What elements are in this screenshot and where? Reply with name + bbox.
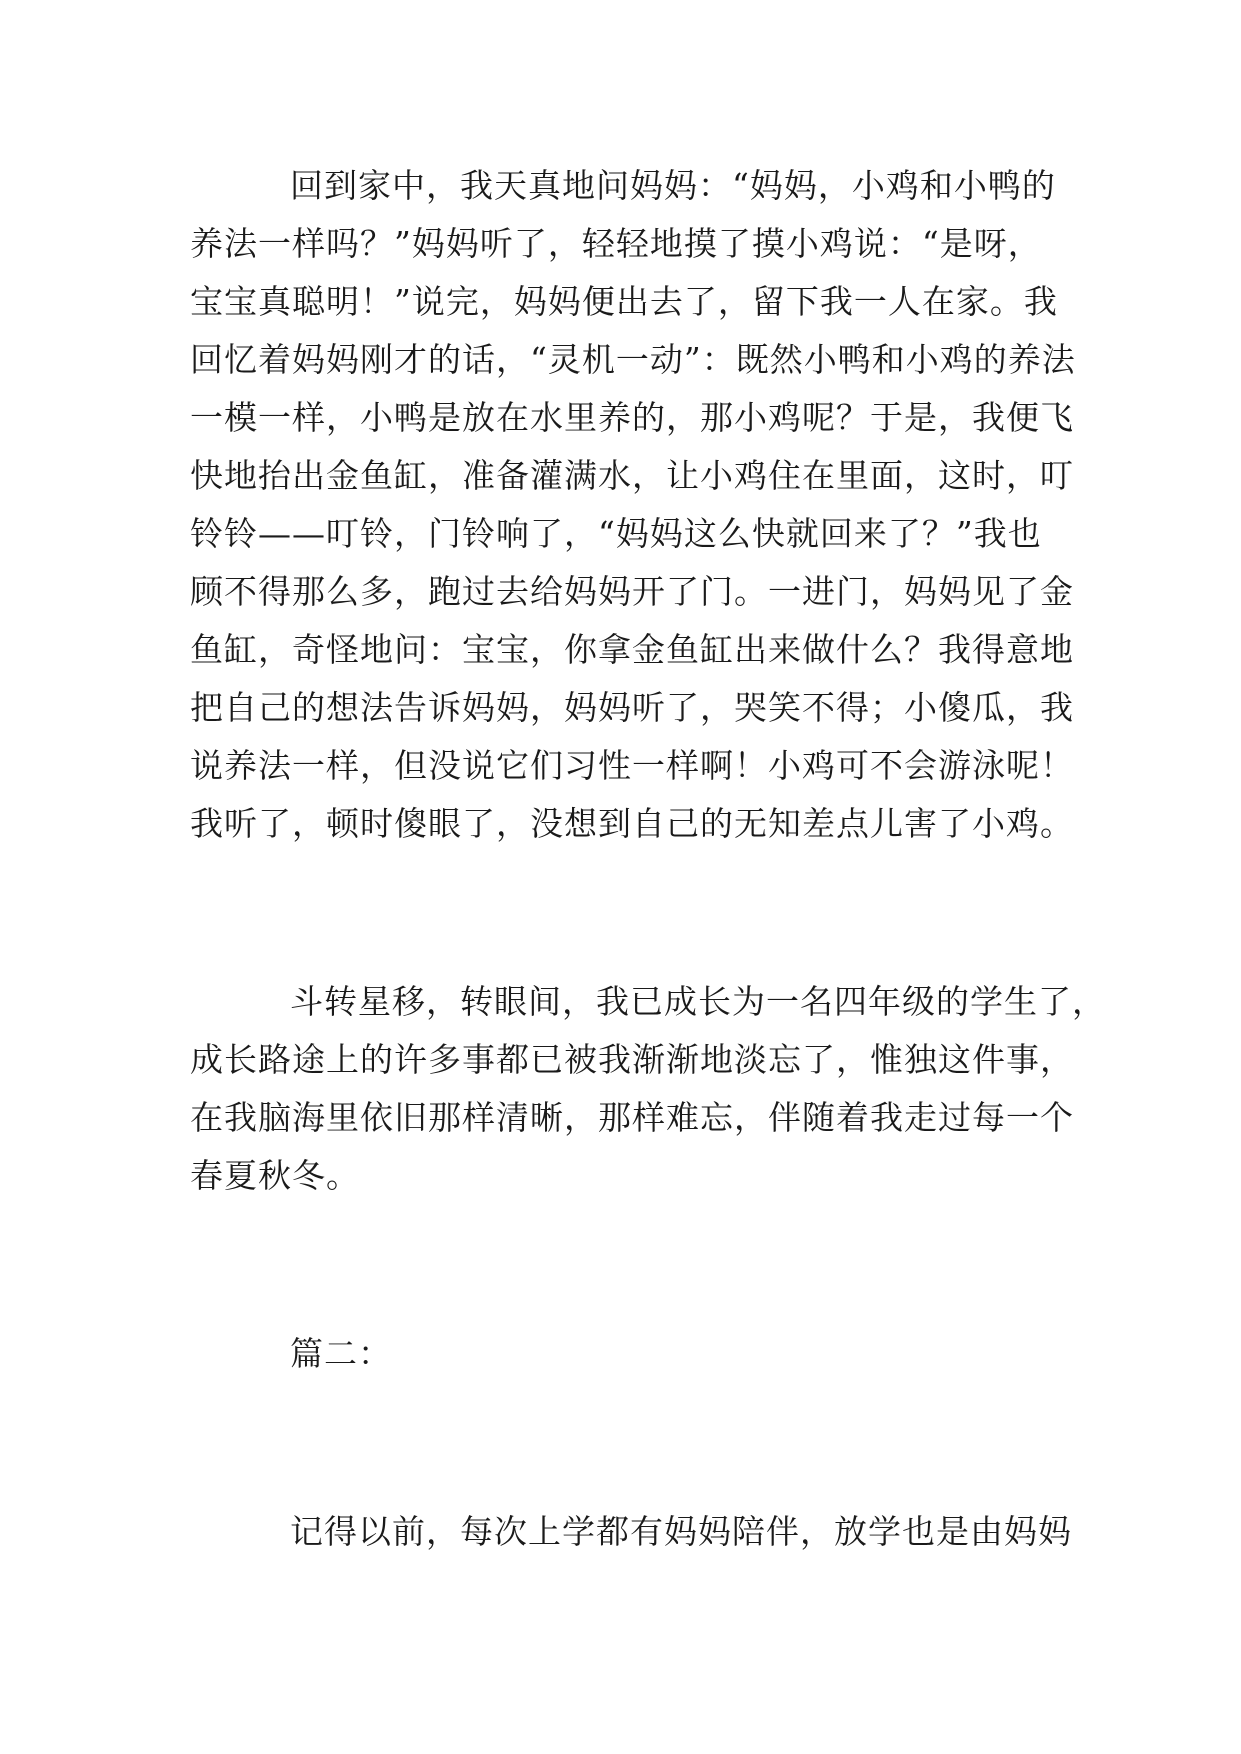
paragraph-line: 顾不得那么多，跑过去给妈妈开了门。一进门，妈妈见了金 — [190, 572, 1074, 611]
paragraph-line: 说养法一样，但没说它们习性一样啊！小鸡可不会游泳呢！ — [190, 746, 1074, 785]
paragraph-line: 快地抬出金鱼缸，准备灌满水，让小鸡住在里面，这时，叮 — [190, 456, 1074, 495]
paragraph-line: 宝宝真聪明！”说完，妈妈便出去了，留下我一人在家。我 — [190, 282, 1058, 321]
paragraph-line: 成长路途上的许多事都已被我渐渐地淡忘了，惟独这件事， — [190, 1040, 1074, 1079]
paragraph-line: 一模一样，小鸭是放在水里养的，那小鸡呢？于是，我便飞 — [190, 398, 1074, 437]
paragraph-line: 把自己的想法告诉妈妈，妈妈听了，哭笑不得；小傻瓜，我 — [190, 688, 1074, 727]
paragraph-line: 我听了，顿时傻眼了，没想到自己的无知差点儿害了小鸡。 — [190, 804, 1074, 843]
paragraph-line: 记得以前，每次上学都有妈妈陪伴，放学也是由妈妈 — [290, 1512, 1072, 1551]
paragraph-line: 斗转星移，转眼间，我已成长为一名四年级的学生了， — [290, 982, 1106, 1021]
paragraph-line: 回到家中，我天真地问妈妈：“妈妈，小鸡和小鸭的 — [290, 166, 1056, 205]
paragraph-line: 鱼缸，奇怪地问：宝宝，你拿金鱼缸出来做什么？我得意地 — [190, 630, 1074, 669]
paragraph-line: 回忆着妈妈刚才的话，“灵机一动”：既然小鸭和小鸡的养法 — [190, 340, 1076, 379]
paragraph-line: 在我脑海里依旧那样清晰，那样难忘，伴随着我走过每一个 — [190, 1098, 1074, 1137]
paragraph-line: 春夏秋冬。 — [190, 1156, 360, 1195]
section-heading: 篇二： — [290, 1334, 392, 1373]
paragraph-line: 铃铃——叮铃，门铃响了，“妈妈这么快就回来了？”我也 — [190, 514, 1042, 553]
paragraph-line: 养法一样吗？”妈妈听了，轻轻地摸了摸小鸡说：“是呀， — [190, 224, 1042, 263]
